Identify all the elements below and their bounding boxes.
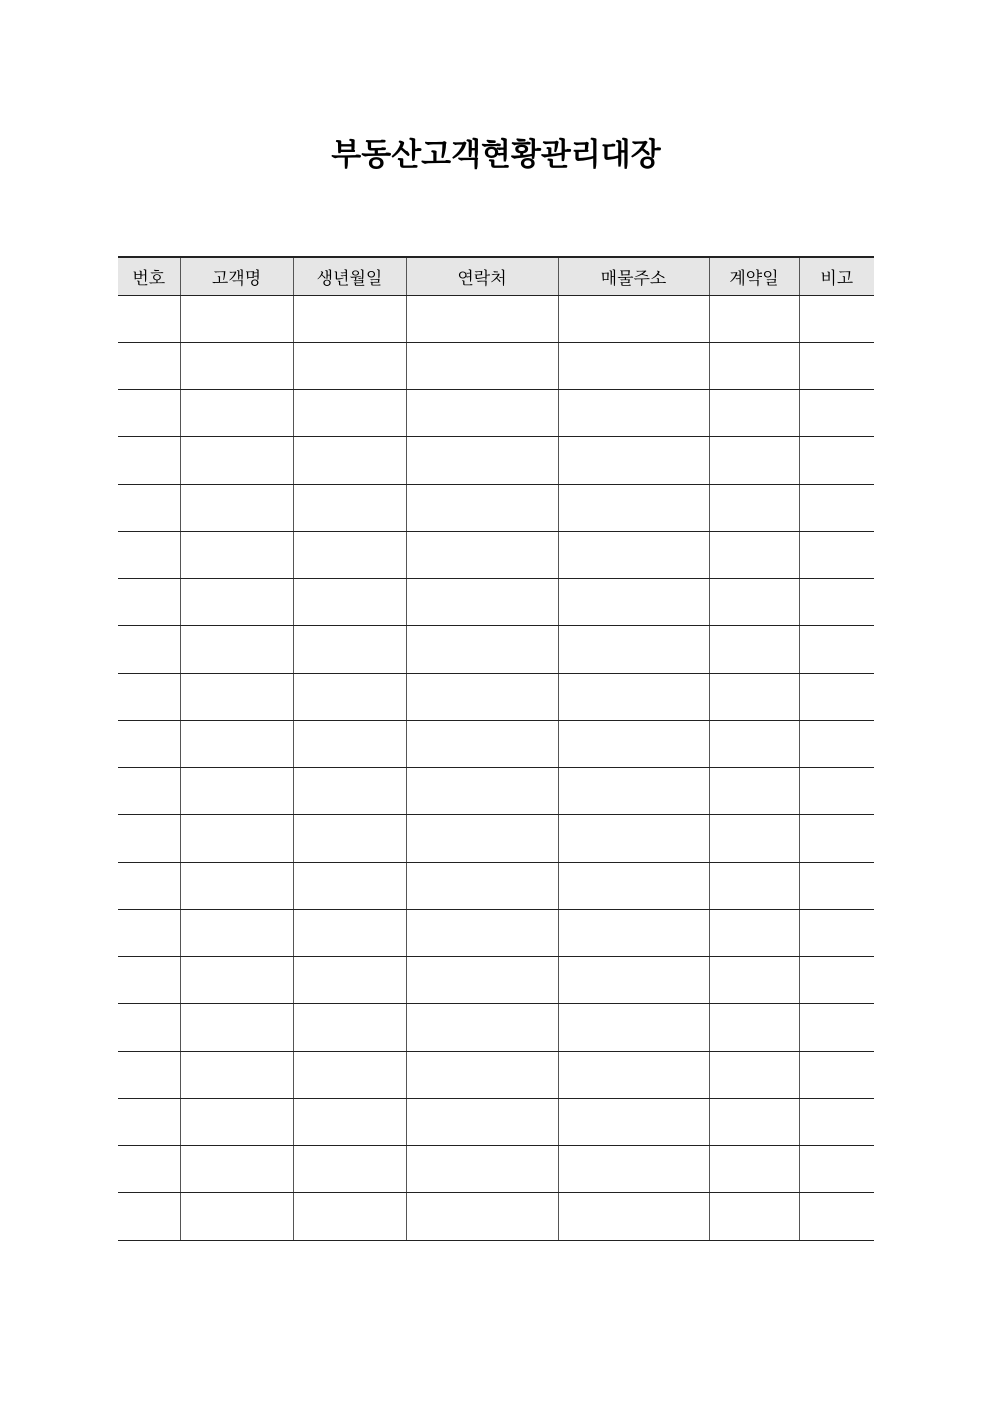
cell-property-address[interactable] [558, 957, 709, 1004]
cell-birth-date[interactable] [293, 342, 406, 389]
cell-contract-date[interactable] [709, 1193, 799, 1240]
cell-contact[interactable] [406, 673, 558, 720]
cell-contract-date[interactable] [709, 579, 799, 626]
cell-remarks[interactable] [799, 342, 874, 389]
cell-remarks[interactable] [799, 815, 874, 862]
cell-property-address[interactable] [558, 768, 709, 815]
cell-contact[interactable] [406, 484, 558, 531]
cell-remarks[interactable] [799, 1098, 874, 1145]
cell-contact[interactable] [406, 1146, 558, 1193]
cell-contract-date[interactable] [709, 957, 799, 1004]
cell-remarks[interactable] [799, 484, 874, 531]
cell-remarks[interactable] [799, 1193, 874, 1240]
cell-remarks[interactable] [799, 768, 874, 815]
cell-property-address[interactable] [558, 531, 709, 578]
cell-contract-date[interactable] [709, 531, 799, 578]
cell-contact[interactable] [406, 1051, 558, 1098]
cell-property-address[interactable] [558, 390, 709, 437]
cell-remarks[interactable] [799, 1146, 874, 1193]
cell-property-address[interactable] [558, 437, 709, 484]
cell-number[interactable] [118, 957, 180, 1004]
table-row [118, 484, 874, 531]
cell-number[interactable] [118, 342, 180, 389]
cell-contract-date[interactable] [709, 909, 799, 956]
cell-remarks[interactable] [799, 626, 874, 673]
cell-customer-name[interactable] [180, 862, 293, 909]
table-row [118, 673, 874, 720]
cell-contract-date[interactable] [709, 768, 799, 815]
cell-customer-name[interactable] [180, 295, 293, 342]
table-row [118, 909, 874, 956]
cell-remarks[interactable] [799, 673, 874, 720]
column-header-contract-date: 계약일 [709, 257, 799, 295]
cell-contact[interactable] [406, 815, 558, 862]
cell-contract-date[interactable] [709, 1146, 799, 1193]
table-row [118, 1146, 874, 1193]
cell-customer-name[interactable] [180, 626, 293, 673]
table-row [118, 295, 874, 342]
column-header-number: 번호 [118, 257, 180, 295]
cell-contract-date[interactable] [709, 720, 799, 767]
cell-customer-name[interactable] [180, 1098, 293, 1145]
cell-number[interactable] [118, 909, 180, 956]
cell-customer-name[interactable] [180, 673, 293, 720]
cell-birth-date[interactable] [293, 1146, 406, 1193]
cell-customer-name[interactable] [180, 1051, 293, 1098]
cell-number[interactable] [118, 1146, 180, 1193]
cell-number[interactable] [118, 626, 180, 673]
cell-number[interactable] [118, 768, 180, 815]
cell-remarks[interactable] [799, 720, 874, 767]
cell-property-address[interactable] [558, 909, 709, 956]
cell-birth-date[interactable] [293, 579, 406, 626]
cell-contract-date[interactable] [709, 626, 799, 673]
cell-birth-date[interactable] [293, 484, 406, 531]
cell-remarks[interactable] [799, 909, 874, 956]
cell-birth-date[interactable] [293, 295, 406, 342]
cell-remarks[interactable] [799, 390, 874, 437]
cell-customer-name[interactable] [180, 815, 293, 862]
cell-customer-name[interactable] [180, 579, 293, 626]
table-row [118, 1098, 874, 1145]
table-row [118, 1193, 874, 1240]
cell-birth-date[interactable] [293, 437, 406, 484]
cell-contact[interactable] [406, 390, 558, 437]
cell-customer-name[interactable] [180, 1193, 293, 1240]
cell-remarks[interactable] [799, 437, 874, 484]
cell-contract-date[interactable] [709, 1098, 799, 1145]
cell-contact[interactable] [406, 1098, 558, 1145]
cell-property-address[interactable] [558, 295, 709, 342]
cell-number[interactable] [118, 579, 180, 626]
cell-number[interactable] [118, 673, 180, 720]
cell-birth-date[interactable] [293, 673, 406, 720]
cell-contact[interactable] [406, 295, 558, 342]
cell-contract-date[interactable] [709, 390, 799, 437]
cell-contact[interactable] [406, 1004, 558, 1051]
table-row [118, 531, 874, 578]
cell-contact[interactable] [406, 579, 558, 626]
cell-remarks[interactable] [799, 295, 874, 342]
cell-customer-name[interactable] [180, 957, 293, 1004]
cell-number[interactable] [118, 437, 180, 484]
cell-contract-date[interactable] [709, 862, 799, 909]
cell-birth-date[interactable] [293, 1051, 406, 1098]
cell-property-address[interactable] [558, 815, 709, 862]
page-title: 부동산고객현황관리대장 [331, 137, 661, 173]
cell-property-address[interactable] [558, 673, 709, 720]
cell-customer-name[interactable] [180, 909, 293, 956]
table-header-row [118, 257, 874, 295]
cell-number[interactable] [118, 1004, 180, 1051]
cell-birth-date[interactable] [293, 390, 406, 437]
cell-customer-name[interactable] [180, 720, 293, 767]
cell-customer-name[interactable] [180, 1004, 293, 1051]
cell-birth-date[interactable] [293, 1193, 406, 1240]
cell-contract-date[interactable] [709, 1051, 799, 1098]
cell-contact[interactable] [406, 437, 558, 484]
column-header-customer-name: 고객명 [180, 257, 293, 295]
column-header-property-address: 매물주소 [558, 257, 709, 295]
cell-number[interactable] [118, 815, 180, 862]
cell-contract-date[interactable] [709, 437, 799, 484]
cell-remarks[interactable] [799, 531, 874, 578]
cell-customer-name[interactable] [180, 484, 293, 531]
cell-contact[interactable] [406, 957, 558, 1004]
cell-customer-name[interactable] [180, 390, 293, 437]
table-row [118, 720, 874, 767]
cell-property-address[interactable] [558, 862, 709, 909]
cell-customer-name[interactable] [180, 1146, 293, 1193]
cell-property-address[interactable] [558, 1146, 709, 1193]
table-row [118, 815, 874, 862]
cell-birth-date[interactable] [293, 957, 406, 1004]
cell-contact[interactable] [406, 909, 558, 956]
cell-birth-date[interactable] [293, 815, 406, 862]
column-header-birth-date: 생년월일 [293, 257, 406, 295]
table-row [118, 957, 874, 1004]
cell-number[interactable] [118, 390, 180, 437]
cell-remarks[interactable] [799, 1004, 874, 1051]
cell-remarks[interactable] [799, 579, 874, 626]
table-row [118, 579, 874, 626]
table-body [118, 295, 874, 1240]
table-row [118, 390, 874, 437]
cell-property-address[interactable] [558, 626, 709, 673]
cell-property-address[interactable] [558, 484, 709, 531]
cell-birth-date[interactable] [293, 862, 406, 909]
table-row [118, 862, 874, 909]
cell-contract-date[interactable] [709, 1004, 799, 1051]
cell-number[interactable] [118, 531, 180, 578]
cell-birth-date[interactable] [293, 720, 406, 767]
cell-customer-name[interactable] [180, 342, 293, 389]
column-header-contact: 연락처 [406, 257, 558, 295]
cell-contract-date[interactable] [709, 673, 799, 720]
table-row [118, 342, 874, 389]
cell-number[interactable] [118, 1193, 180, 1240]
table-row [118, 437, 874, 484]
cell-birth-date[interactable] [293, 1004, 406, 1051]
cell-contract-date[interactable] [709, 484, 799, 531]
cell-contact[interactable] [406, 720, 558, 767]
cell-customer-name[interactable] [180, 768, 293, 815]
table-row [118, 626, 874, 673]
cell-property-address[interactable] [558, 579, 709, 626]
cell-remarks[interactable] [799, 1051, 874, 1098]
cell-contact[interactable] [406, 531, 558, 578]
cell-birth-date[interactable] [293, 1098, 406, 1145]
customer-ledger-table [118, 256, 874, 1241]
cell-property-address[interactable] [558, 720, 709, 767]
cell-contact[interactable] [406, 768, 558, 815]
cell-contact[interactable] [406, 342, 558, 389]
table-row [118, 1051, 874, 1098]
cell-property-address[interactable] [558, 1193, 709, 1240]
cell-contact[interactable] [406, 862, 558, 909]
cell-birth-date[interactable] [293, 531, 406, 578]
cell-number[interactable] [118, 720, 180, 767]
cell-number[interactable] [118, 862, 180, 909]
cell-birth-date[interactable] [293, 768, 406, 815]
cell-contract-date[interactable] [709, 815, 799, 862]
cell-birth-date[interactable] [293, 909, 406, 956]
cell-number[interactable] [118, 484, 180, 531]
cell-contract-date[interactable] [709, 342, 799, 389]
cell-property-address[interactable] [558, 342, 709, 389]
cell-number[interactable] [118, 295, 180, 342]
cell-contact[interactable] [406, 626, 558, 673]
cell-remarks[interactable] [799, 862, 874, 909]
cell-number[interactable] [118, 1051, 180, 1098]
cell-contract-date[interactable] [709, 295, 799, 342]
cell-number[interactable] [118, 1098, 180, 1145]
cell-remarks[interactable] [799, 957, 874, 1004]
cell-contact[interactable] [406, 1193, 558, 1240]
table-row [118, 768, 874, 815]
column-header-remarks: 비고 [799, 257, 874, 295]
cell-customer-name[interactable] [180, 531, 293, 578]
cell-birth-date[interactable] [293, 626, 406, 673]
cell-property-address[interactable] [558, 1051, 709, 1098]
cell-property-address[interactable] [558, 1098, 709, 1145]
cell-property-address[interactable] [558, 1004, 709, 1051]
table-row [118, 1004, 874, 1051]
cell-customer-name[interactable] [180, 437, 293, 484]
